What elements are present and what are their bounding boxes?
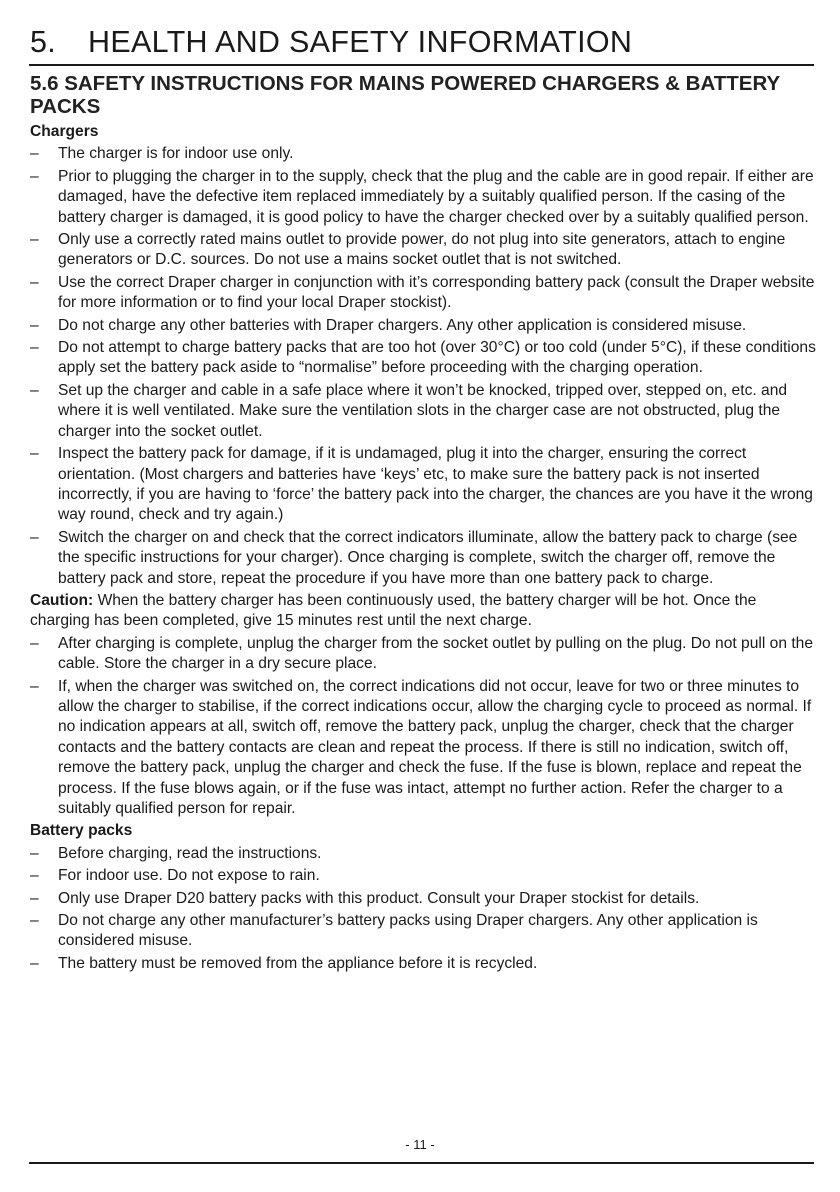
top-rule — [29, 64, 814, 66]
list-item: – Use the correct Draper charger in conjunction with it’s corresponding battery pack (consult the Draper website for more information or to find your local Draper stockist). — [30, 273, 815, 312]
list-item: – If, when the charger was switched on, the correct indications did not occur, leave for two or three minutes to allow the charger to stabilise, if the correct indications occur, allow the charging cycle to proceed as normal. If no indication appears at all, switch off, remove the battery pack, unplug the charger, check that the charger contacts and the battery contacts are clean and repeat the process. If there is still no indication, switch off, remove the battery pack, unplug the charger and check the fuse. If the fuse is blown, replace and repeat the process. If the fuse blows again, or if the fuse was intact, attempt no further action. Refer the charger to a suitably qualified person for repair. — [30, 677, 812, 817]
bullet-dash: – — [30, 954, 39, 972]
list-item: – For indoor use. Do not expose to rain. — [30, 866, 816, 886]
list-item: – Prior to plugging the charger in to the supply, check that the plug and the cable are in good repair. If either are damaged, have the defective item replaced immediately by a suitably qualified person. If the casing of the battery charger is damaged, it is good policy to have the charger checked over by a suitably qualified person. — [30, 167, 814, 226]
caution-paragraph — [30, 591, 816, 632]
battery-packs-heading: Battery packs — [30, 822, 133, 840]
bullet-dash: – — [30, 145, 39, 163]
list-item: – The battery must be removed from the appliance before it is recycled. — [30, 954, 816, 974]
chargers-list — [30, 144, 816, 589]
battery-packs-list — [30, 844, 816, 974]
bottom-rule — [29, 1162, 814, 1164]
list-item: – Do not charge any other manufacturer’s battery packs using Draper chargers. Any other application is considered misuse. — [30, 912, 758, 950]
list-item: – The charger is for indoor use only. — [30, 144, 816, 164]
section-title — [30, 22, 632, 62]
bullet-dash: – — [30, 381, 39, 399]
list-item: – Switch the charger on and check that the correct indicators illuminate, allow the battery pack to charge (see the specific instructions for your charger). Once charging is complete, switch the charger off, remove the battery pack and store, repeat the procedure if you have more than one battery pack to charge. — [30, 528, 798, 587]
bullet-dash: – — [30, 445, 39, 463]
bullet-dash: – — [30, 677, 39, 695]
section-title-text: HEALTH AND SAFETY INFORMATION — [88, 25, 633, 59]
bullet-dash: – — [30, 316, 39, 334]
section-number: 5. — [30, 25, 57, 59]
bullet-dash: – — [30, 634, 39, 652]
bullet-dash: – — [30, 339, 39, 357]
caution-text: When the battery charger has been continuously used, the battery charger will be hot. Once the charging has been completed, give 15 minutes rest until the next charge. — [30, 591, 757, 630]
content-body — [30, 122, 816, 976]
list-item: – After charging is complete, unplug the charger from the socket outlet by pulling on the plug. Do not pull on the cable. Store the charger in a dry secure place. — [30, 634, 814, 673]
list-item: – Do not charge any other batteries with Draper chargers. Any other application is considered misuse. — [30, 316, 816, 336]
list-item: – Inspect the battery pack for damage, if it is undamaged, plug it into the charger, ensuring the correct orientation. (Most chargers and batteries have ‘keys’ etc, to make sure the battery pack is not inserted incorrectly, if you are having to ‘force’ the battery pack into the charger, the chances are you have it the wrong way round, check and try again.) — [30, 445, 813, 524]
list-item: – Only use Draper D20 battery packs with this product. Consult your Draper stockist for details. — [30, 889, 816, 909]
subsection-title: 5.6 SAFETY INSTRUCTIONS FOR MAINS POWERED CHARGERS & BATTERY PACKS — [30, 72, 780, 118]
chargers-heading: Chargers — [30, 123, 99, 140]
list-item: – Only use a correctly rated mains outlet to provide power, do not plug into site generators, attach to engine generators or D.C. sources. Do not use a mains socket outlet that is not switched. — [30, 231, 786, 269]
bullet-dash: – — [30, 889, 39, 907]
after-charging-list — [30, 634, 816, 820]
list-item: – Do not attempt to charge battery packs that are too hot (over 30°C) or too cold (under 5°C), if these conditions apply set the battery pack aside to “normalise” before proceeding with the charging operation. — [30, 339, 816, 377]
bullet-dash: – — [30, 844, 39, 862]
list-item: – Set up the charger and cable in a safe place where it won’t be knocked, tripped over, stepped on, etc. and where it is well ventilated. Make sure the ventilation slots in the charger case are not obstructed, plug the charger into the socket outlet. — [30, 381, 788, 440]
bullet-dash: – — [30, 867, 39, 885]
bullet-dash: – — [30, 231, 39, 249]
bullet-dash: – — [30, 528, 39, 546]
caution-label: Caution: — [30, 591, 94, 609]
bullet-dash: – — [30, 273, 39, 291]
list-item: – Before charging, read the instructions. — [30, 844, 816, 864]
bullet-dash: – — [30, 167, 39, 185]
bullet-dash: – — [30, 912, 39, 930]
page-number: - 11 - — [405, 1137, 435, 1152]
